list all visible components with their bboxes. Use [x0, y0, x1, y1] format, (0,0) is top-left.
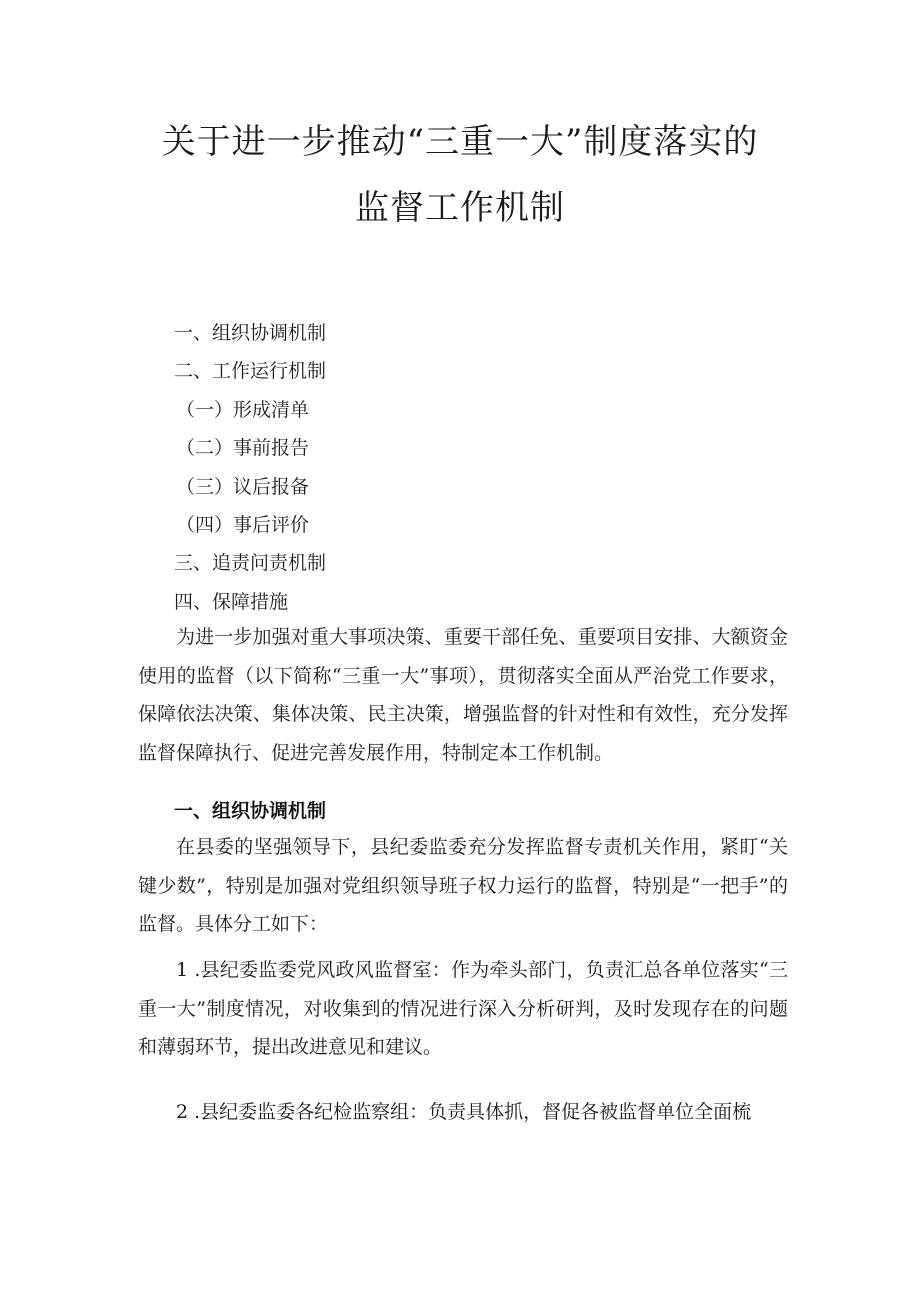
- toc-item: 二、工作运行机制: [174, 360, 327, 382]
- document-title-line2: 监督工作机制: [355, 188, 565, 228]
- toc-item: 四、保障措施: [174, 591, 289, 613]
- toc-item: （一）形成清单: [176, 399, 310, 421]
- section-paragraph: 在县委的坚强领导下，县纪委监委充分发挥监督专责机关作用，紧盯“关键少数”，特别是加强对党组织领导班子权力运行的监督，特别是“一把手”的监督。具体分工如下：: [138, 836, 788, 935]
- document-title-line1: 关于进一步推动“三重一大”制度落实的: [161, 122, 759, 162]
- list-item-1: 1 .县纪委监委党风政风监督室：作为牵头部门，负责汇总各单位落实“三重一大”制度情况，对收集到的情况进行深入分析研判，及时发现存在的问题和薄弱环节，提出改进意见和建议。: [138, 959, 788, 1058]
- list-item-2: 2 .县纪委监委各纪检监察组：负责具体抓，督促各被监督单位全面梳: [176, 1101, 752, 1123]
- toc-item: （二）事前报告: [176, 437, 310, 459]
- toc-item: （四）事后评价: [176, 514, 310, 536]
- section-heading: 一、组织协调机制: [174, 800, 327, 822]
- toc-item: 三、追责问责机制: [174, 552, 327, 574]
- toc-item: 一、组织协调机制: [174, 322, 327, 344]
- intro-paragraph: 为进一步加强对重大事项决策、重要干部任免、重要项目安排、大额资金使用的监督（以下简称“三重一大”事项），贯彻落实全面从严治党工作要求，保障依法决策、集体决策、民主决策，增强监督的针对性和有效性，充分发挥监督保障执行、促进完善发展作用，特制定本工作机制。: [138, 626, 788, 764]
- toc-item: （三）议后报备: [176, 476, 310, 498]
